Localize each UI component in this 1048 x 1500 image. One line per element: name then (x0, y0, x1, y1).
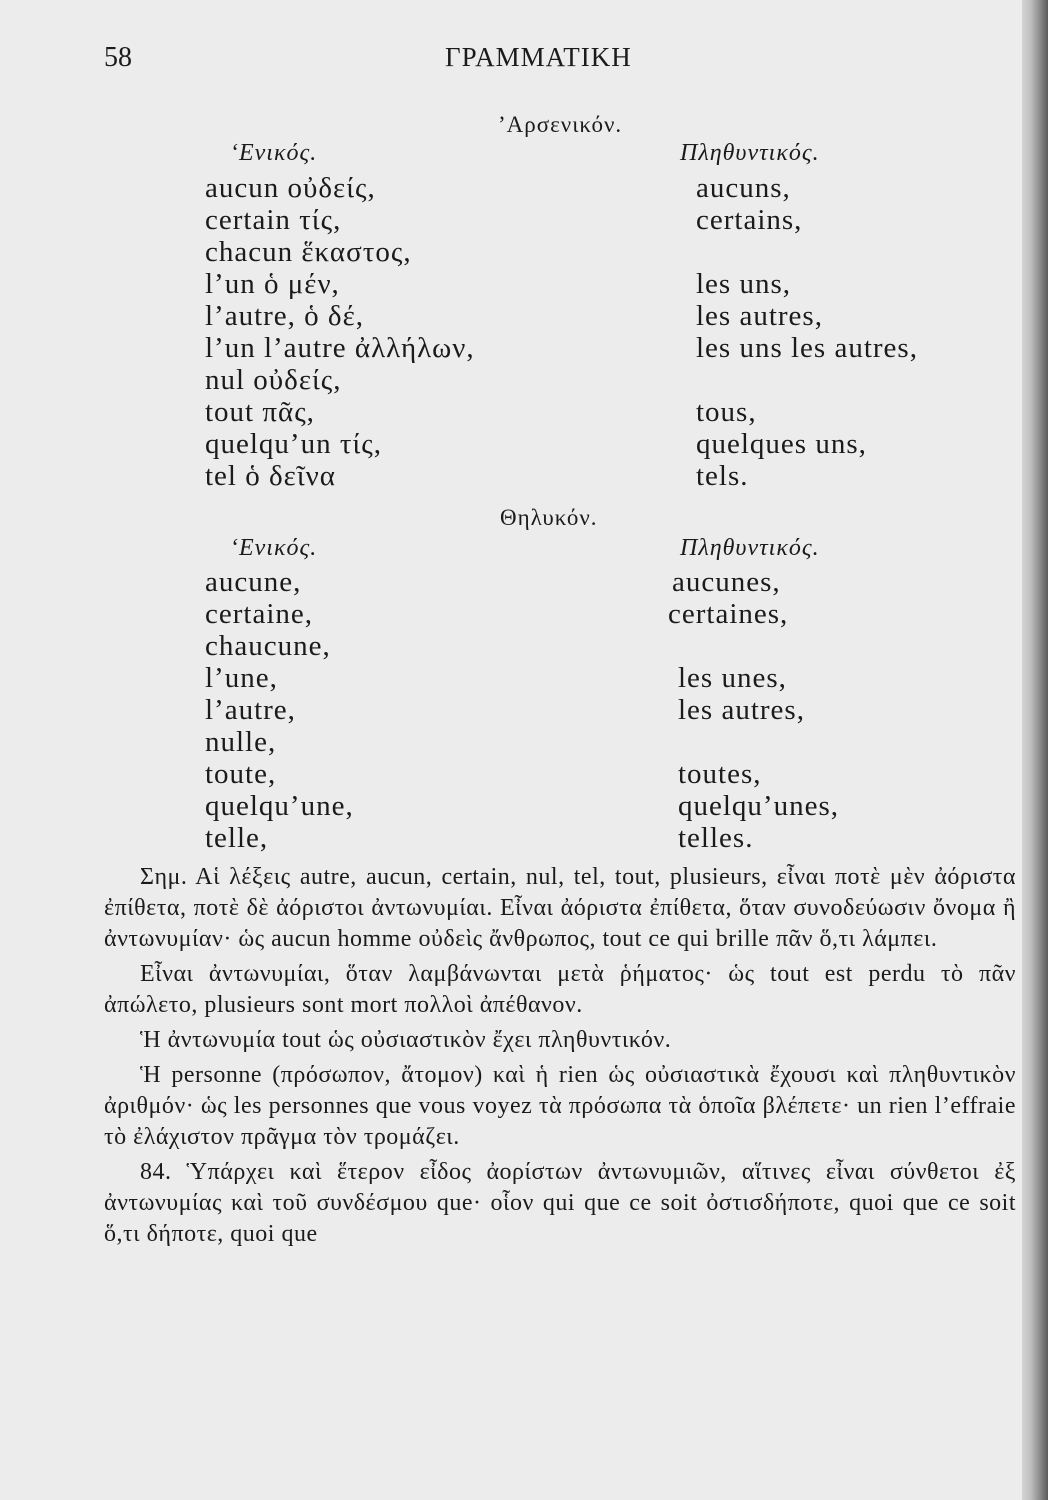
note-paragraph: Ἡ ἀντωνυμία tout ὡς οὐσιαστικὸν ἔχει πληθυντικόν. (140, 1027, 672, 1053)
masc-plural-entry: tous, (696, 396, 757, 428)
fem-sing-entry: nulle, (205, 726, 277, 758)
fem-sing-entry: aucune, (205, 566, 302, 598)
section-84-paragraph: 84. Ὑπάρχει καὶ ἕτερον εἶδος ἀορίστων ἀντωνυμιῶν, αἵτινες εἶναι σύνθετοι ἐξ ἀντωνυμίας καὶ τοῦ συνδέσμου que· οἷον qui que ce soit ὀστισδήποτε, quoi que ce soit ὅ,τι δήποτε, quoi que (104, 1159, 1016, 1247)
masculine-heading: ’Αρσενικόν. (498, 112, 623, 137)
masc-sing-entry: quelqu’un τίς, (205, 428, 383, 460)
page-number: 58 (104, 42, 132, 73)
fem-sing-entry: quelqu’une, (205, 790, 354, 822)
masc-sing-entry: chacun ἕκαστος, (205, 236, 412, 268)
fem-plural-entry: telles. (678, 822, 754, 854)
page-header (0, 42, 1048, 82)
fem-sing-entry: l’autre, (205, 694, 296, 726)
fem-sing-entry: certaine, (205, 598, 314, 630)
fem-sing-entry: l’une, (205, 662, 278, 694)
notes-section (104, 862, 1016, 1254)
fem-plural-entry: les unes, (678, 662, 787, 694)
fem-plural-entry: aucunes, (672, 566, 781, 598)
fem-sing-entry: chaucune, (205, 630, 331, 662)
feminine-singular-heading: ‘Ενικός. (230, 535, 318, 561)
note-paragraph: Ἡ personne (πρόσωπον, ἄτομον) καὶ ἡ rien ὡς οὐσιαστικὰ ἔχουσι καὶ πληθυντικὸν ἀριθμόν· ὡς les personnes que vous voyez τὰ πρόσωπα τὰ ὁποῖα βλέπετε· un rien l’effraie τὸ ἐλάχιστον πρᾶγμα τὸν τρομάζει. (104, 1062, 1016, 1150)
masc-plural-entry: les uns, (696, 268, 791, 300)
masc-sing-entry: l’autre, ὁ δέ, (205, 300, 365, 332)
note-paragraph: Σημ. Αἱ λέξεις autre, aucun, certain, nul, tel, tout, plusieurs, εἶναι ποτὲ μὲν ἀόριστα ἐπίθετα, ποτὲ δὲ ἀόριστοι ἀντωνυμίαι. Εἶναι ἀόριστα ἐπίθετα, ὅταν συνοδεύωσιν ὄνομα ἢ ἀντωνυμίαν· ὡς aucun homme οὐδεὶς ἄνθρωπος, tout ce qui brille πᾶν ὅ,τι λάμπει. (104, 864, 1016, 952)
masc-sing-entry: nul οὐδείς, (205, 364, 342, 396)
masc-plural-entry: aucuns, (696, 172, 791, 204)
fem-sing-entry: telle, (205, 822, 269, 854)
masc-sing-entry: aucun οὐδείς, (205, 172, 376, 204)
masc-sing-entry: certain τίς, (205, 204, 342, 236)
masculine-plural-heading: Πληθυντικός. (680, 140, 820, 166)
page-edge-shadow (1022, 0, 1048, 1500)
masc-sing-entry: l’un ὁ μέν, (205, 268, 340, 300)
note-paragraph: Εἶναι ἀντωνυμίαι, ὅταν λαμβάνωνται μετὰ ῥήματος· ὡς tout est perdu τὸ πᾶν ἀπώλετο, plusieurs sont mort πολλοὶ ἀπέθανον. (104, 961, 1016, 1018)
fem-plural-entry: toutes, (678, 758, 762, 790)
masc-sing-entry: tel ὁ δεῖνα (205, 460, 336, 492)
masc-plural-entry: les autres, (696, 300, 823, 332)
fem-sing-entry: toute, (205, 758, 277, 790)
masc-plural-entry: les uns les autres, (696, 332, 918, 364)
masc-sing-entry: l’un l’autre ἀλλήλων, (205, 332, 475, 364)
feminine-plural-heading: Πληθυντικός. (680, 535, 820, 561)
masc-plural-entry: certains, (696, 204, 803, 236)
masculine-singular-heading: ‘Ενικός. (230, 140, 318, 166)
fem-plural-entry: quelqu’unes, (678, 790, 839, 822)
masc-plural-entry: tels. (696, 460, 749, 492)
masc-plural-entry: quelques uns, (696, 428, 867, 460)
fem-plural-entry: les autres, (678, 694, 805, 726)
feminine-heading: Θηλυκόν. (500, 505, 598, 530)
running-title: ΓΡΑΜΜΑΤΙΚΗ (445, 42, 632, 72)
fem-plural-entry: certaines, (668, 598, 789, 630)
masc-sing-entry: tout πᾶς, (205, 396, 315, 428)
